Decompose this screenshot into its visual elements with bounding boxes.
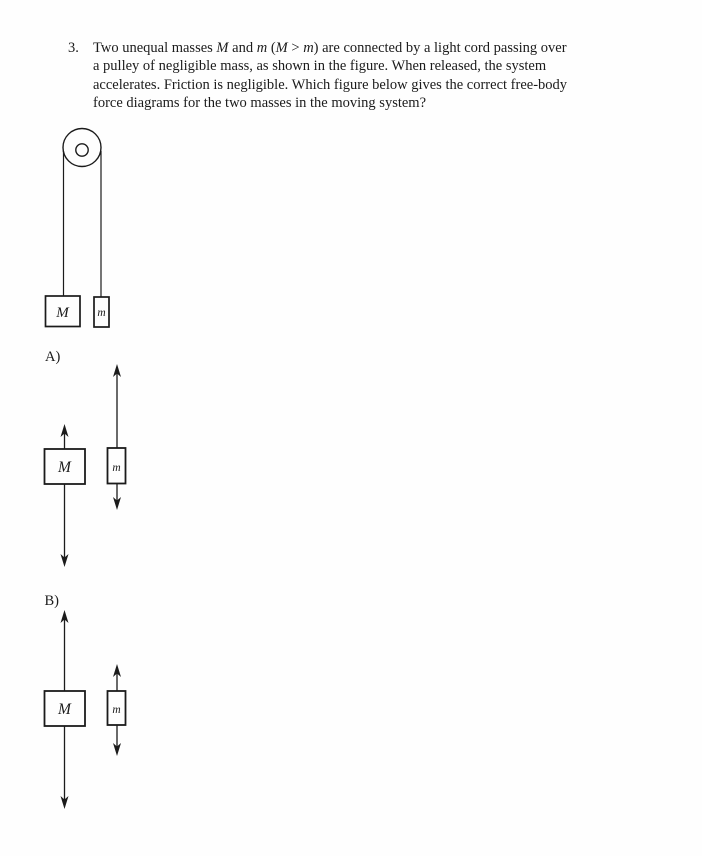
optionB-m-label: m (112, 704, 121, 716)
figure-mass-m-label: m (97, 307, 106, 319)
pulley-wheel (63, 129, 101, 167)
optionB-M-down-arrow (61, 726, 69, 809)
question-number: 3. (68, 40, 79, 56)
optionA-m-up-arrow (113, 364, 121, 448)
optionB-M-up-arrow (61, 610, 69, 691)
optionA-m-down-arrow (113, 484, 121, 511)
option-b-label: B) (44, 593, 59, 609)
question-line: accelerates. Friction is negligible. Which figure below gives the correct free-body (93, 76, 568, 93)
figure-mass-M-label: M (56, 305, 69, 321)
question-line: a pulley of negligible mass, as shown in the figure. When released, the system (93, 58, 547, 75)
pulley-axle (76, 144, 88, 156)
question-line: Two unequal masses M and m (M > m) are connected by a light cord passing over (93, 40, 567, 56)
optionA-M-label: M (58, 459, 71, 476)
optionA-m-label: m (112, 462, 121, 474)
optionA-M-down-arrow (61, 484, 69, 567)
optionB-m-down-arrow (113, 725, 121, 756)
optionB-m-up-arrow (113, 664, 121, 691)
question-line: force diagrams for the two masses in the moving system? (93, 95, 427, 112)
optionA-M-up-arrow (61, 424, 69, 449)
option-a-label: A) (45, 349, 61, 365)
optionB-M-label: M (58, 701, 71, 718)
